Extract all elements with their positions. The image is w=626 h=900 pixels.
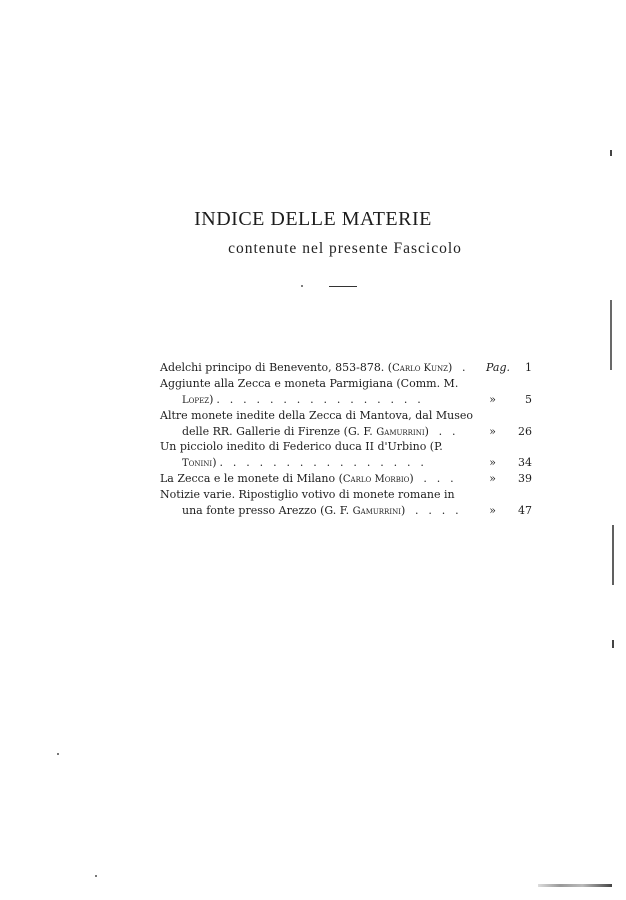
- toc-entry-text: [182, 392, 424, 409]
- toc-entry-closing: ): [209, 392, 214, 406]
- page-edge-mark: [610, 150, 612, 156]
- toc-entry-title: Un picciolo inedito di Federico duca II d'Urbino (P.: [160, 440, 443, 454]
- toc-leader-dots: . . .: [416, 472, 457, 486]
- toc-leader-dots: . . . .: [408, 504, 462, 518]
- toc-page-number: 5: [525, 392, 532, 406]
- toc-page-number: 26: [518, 424, 532, 438]
- toc-ditto-mark: »: [489, 424, 496, 438]
- toc-entry-closing: ): [212, 456, 217, 470]
- page-bottom-mark: [538, 884, 612, 887]
- title-rule: [329, 286, 357, 287]
- toc-entry-text: [160, 487, 455, 503]
- toc-entry-title: Adelchi principo di Benevento, 853-878. (: [160, 361, 393, 374]
- page-speck: [95, 875, 97, 877]
- toc-line: [160, 471, 532, 487]
- table-of-contents: [160, 360, 532, 519]
- toc-entry-title: La Zecca e le monete di Milano (: [160, 472, 343, 486]
- toc-page-number: 34: [518, 456, 532, 470]
- toc-ditto-mark: »: [489, 392, 496, 406]
- toc-entry-title: Notizie varie. Ripostiglio votivo di monete romane in: [160, 488, 455, 502]
- toc-entry-author: Gamurrini: [352, 506, 401, 518]
- toc-entry-text: [160, 408, 473, 424]
- toc-line: [160, 503, 532, 519]
- page-title: INDICE DELLE MATERIE: [194, 208, 432, 230]
- toc-entry-author: Carlo Morbio: [342, 474, 410, 486]
- toc-leader-dots: . . . . . . . . . . . . . . . .: [219, 456, 428, 470]
- toc-entry-text: [160, 360, 469, 377]
- toc-page-label: Pag.: [485, 361, 510, 374]
- page-speck: [57, 753, 59, 755]
- page-edge-mark: [612, 640, 614, 648]
- toc-entry-text: [182, 424, 459, 441]
- ornament-dot: [301, 285, 303, 287]
- toc-line: [160, 424, 532, 440]
- toc-leader-dots: . .: [431, 424, 459, 438]
- toc-entry-author: Lopez: [182, 394, 210, 406]
- toc-entry-author: Gamurrini: [376, 426, 425, 438]
- toc-page-number: 39: [518, 472, 532, 486]
- toc-entry-text: [160, 471, 457, 488]
- toc-line: [160, 439, 532, 455]
- toc-ditto-mark: »: [489, 472, 496, 486]
- toc-line: [160, 408, 532, 424]
- toc-entry-closing: ): [424, 424, 429, 438]
- toc-entry-closing: ): [448, 361, 453, 374]
- toc-line: [160, 455, 532, 471]
- toc-page-number: 47: [518, 504, 532, 518]
- toc-entry-text: [182, 503, 462, 520]
- toc-ditto-mark: »: [489, 456, 496, 470]
- toc-page-number: 1: [525, 361, 532, 374]
- toc-entry-closing: ): [409, 472, 414, 486]
- toc-entry-author: Carlo Kunz: [392, 363, 449, 374]
- toc-entry-text: [182, 455, 427, 472]
- toc-entry-title: delle RR. Gallerie di Firenze (G. F.: [182, 424, 377, 438]
- toc-entry-title: una fonte presso Arezzo (G. F.: [182, 504, 353, 518]
- toc-leader-dots: .: [455, 361, 469, 374]
- page-edge-mark: [610, 300, 612, 370]
- toc-entry-title: Altre monete inedite della Zecca di Mantova, dal Museo: [160, 408, 474, 422]
- toc-entry-text: [160, 376, 458, 392]
- toc-leader-dots: . . . . . . . . . . . . . . . .: [216, 392, 424, 406]
- toc-line: [160, 487, 532, 503]
- page-edge-mark: [612, 525, 614, 585]
- toc-entry-title: Aggiunte alla Zecca e moneta Parmigiana (Comm. M.: [160, 376, 459, 390]
- toc-entry-author: Tonini: [182, 458, 213, 470]
- toc-entry-closing: ): [400, 504, 406, 518]
- page-subtitle: contenute nel presente Fascicolo: [228, 240, 462, 257]
- toc-ditto-mark: »: [489, 504, 496, 518]
- toc-line: [160, 392, 532, 408]
- toc-entry-text: [160, 439, 443, 455]
- toc-line: [160, 360, 532, 376]
- toc-line: [160, 376, 532, 392]
